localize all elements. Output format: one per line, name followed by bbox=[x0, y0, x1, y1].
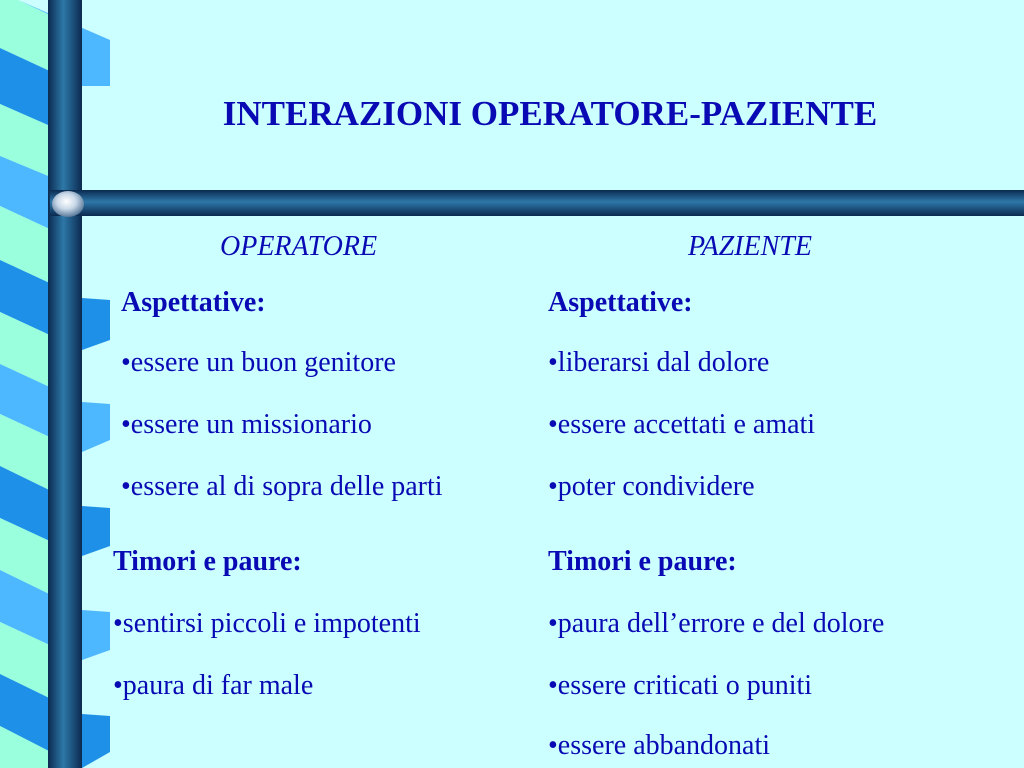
operatore-fears-label: Timori e paure: bbox=[113, 546, 302, 577]
operatore-expectation-item: •essere un buon genitore bbox=[121, 347, 396, 378]
horizontal-divider-bar bbox=[50, 188, 1024, 218]
paziente-fear-item: •essere criticati o puniti bbox=[548, 670, 813, 701]
operatore-heading: OPERATORE bbox=[220, 231, 378, 262]
bar-knob bbox=[52, 191, 84, 217]
operatore-expectations-label: Aspettative: bbox=[121, 287, 266, 318]
paziente-expectation-item: •liberarsi dal dolore bbox=[548, 347, 770, 378]
paziente-expectation-item: •essere accettati e amati bbox=[548, 409, 816, 440]
slide-title: INTERAZIONI OPERATORE-PAZIENTE bbox=[222, 94, 878, 133]
operatore-expectation-item: •essere un missionario bbox=[121, 409, 372, 440]
paziente-expectation-item: •poter condividere bbox=[548, 471, 755, 502]
paziente-heading: PAZIENTE bbox=[688, 231, 812, 262]
operatore-fear-item: •paura di far male bbox=[113, 670, 314, 701]
paziente-fear-item: •essere abbandonati bbox=[548, 730, 771, 761]
paziente-expectations-label: Aspettative: bbox=[548, 287, 693, 318]
operatore-fear-item: •sentirsi piccoli e impotenti bbox=[113, 608, 421, 639]
paziente-fear-item: •paura dell’errore e del dolore bbox=[548, 608, 885, 639]
paziente-fears-label: Timori e paure: bbox=[548, 546, 737, 577]
operatore-expectation-item: •essere al di sopra delle parti bbox=[121, 471, 443, 502]
